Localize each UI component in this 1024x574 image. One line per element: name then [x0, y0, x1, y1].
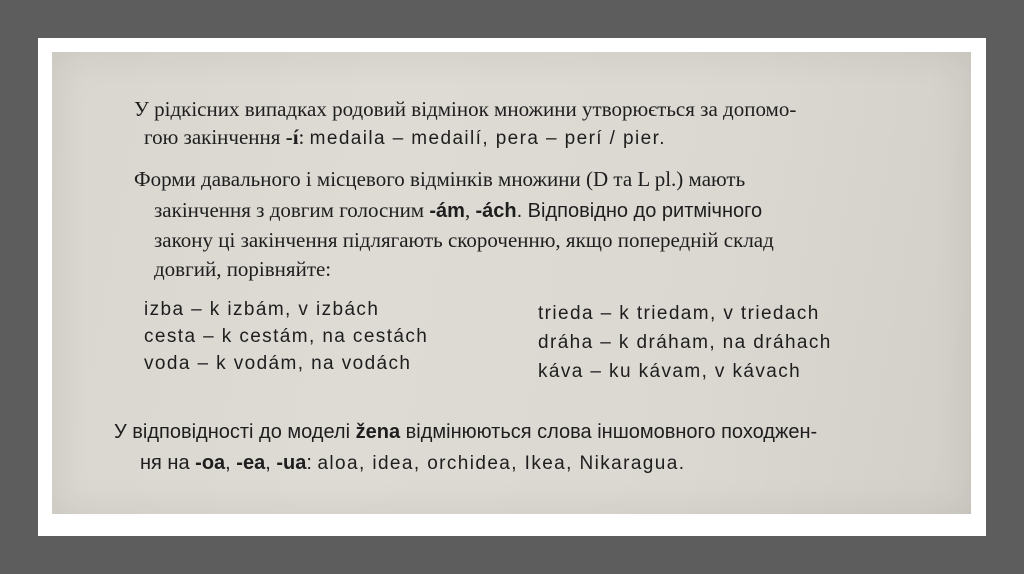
slide-frame	[38, 38, 986, 536]
separator: ,	[225, 452, 237, 474]
comma: ,	[464, 198, 476, 222]
paragraph1-examples: medaila – medailí, pera – perí / pier.	[309, 128, 666, 149]
ending-ua: -ua	[276, 452, 307, 474]
example-left-1: izba – k izbám, v izbách	[144, 299, 380, 320]
book-page-photo	[52, 52, 971, 514]
paragraph3-prefix: У відповідності до моделі	[114, 421, 356, 443]
ending-oa: -oa	[195, 452, 226, 474]
paragraph1-line2	[144, 122, 666, 154]
example-left-2: cesta – k cestám, na cestách	[144, 326, 429, 347]
example-right-2: dráha – k dráham, na dráhach	[538, 332, 832, 353]
paragraph2-line3: закону ці закінчення підлягають скороченню, якщо попередній склад	[154, 228, 774, 252]
paragraph1-line1: У рідкісних випадках родовий відмінок множини утворюється за допомо-	[134, 97, 797, 121]
paragraph2-line1: Форми давального і місцевого відмінків множини (D та L pl.) мають	[134, 167, 746, 191]
ending-am: -ám	[429, 200, 465, 222]
paragraph3-line1	[114, 417, 817, 447]
paragraph3-examples: aloa, idea, orchidea, Ikea, Nikaragua.	[317, 453, 686, 474]
paragraph3-suffix: відмінюються слова іншомовного походжен-	[400, 421, 818, 443]
ending-ach: -ách	[475, 200, 517, 222]
colon: :	[298, 125, 310, 149]
ending-ea: -ea	[236, 452, 266, 474]
paragraph1-prefix: гою закінчення	[144, 125, 286, 149]
example-right-3: káva – ku kávam, v kávach	[538, 361, 802, 382]
example-left-3: voda – k vodám, na vodách	[144, 353, 412, 374]
paragraph3-line2	[140, 448, 685, 479]
example-right-1: trieda – k triedam, v triedach	[538, 303, 820, 324]
model-word-zena: žena	[355, 421, 401, 443]
paragraph3-line2-prefix: ня на	[140, 452, 196, 474]
paragraph2-line2	[154, 195, 762, 226]
separator: ,	[265, 452, 277, 474]
paragraph2-suffix: . Відповідно до ритмічного	[516, 200, 763, 222]
paragraph2-prefix: закінчення з довгим голосним	[154, 198, 430, 222]
colon: :	[306, 452, 318, 474]
ending-i: -í	[285, 125, 299, 149]
paragraph2-line4: довгий, порівняйте:	[154, 257, 332, 281]
